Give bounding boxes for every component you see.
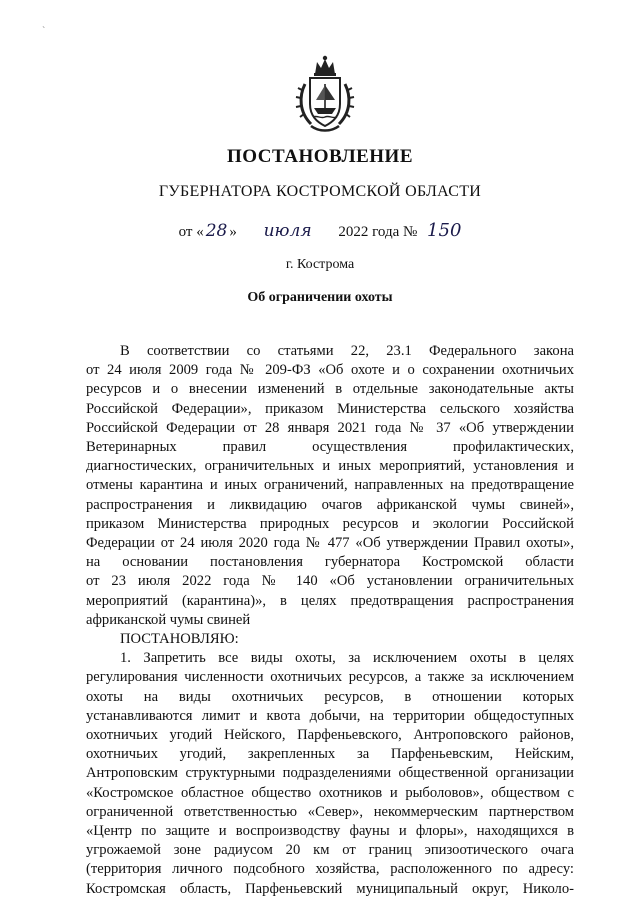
body-line: охотничьих угодий, закрепленных за Парфеньевским, Нейским,: [86, 746, 574, 763]
handwritten-month: июля: [263, 221, 312, 241]
body-line: диагностических, ограничительных и иных мероприятий, установления и: [86, 458, 574, 475]
body-line: мероприятий (карантина)», в целях предотвращения распространения: [86, 592, 574, 609]
body-line: В соответствии со статьями 22, 23.1 Федерального закона: [120, 343, 574, 359]
coat-of-arms-emblem: [293, 54, 357, 134]
body-line: 1. Запретить все виды охоты, за исключением охоты в целях: [120, 650, 574, 667]
body-line: устанавливаются лимит и квота добычи, на территории общедоступных: [86, 707, 574, 724]
body-line: Российской Федерации», приказом Министерства сельского хозяйства: [86, 400, 574, 417]
body-line: регулирования численности охотничьих ресурсов, а также за исключением: [86, 669, 574, 686]
body-line: «Костромское областное общество охотников и рыболовов», обществом с: [86, 784, 574, 801]
document-title: ПОСТАНОВЛЕНИЕ: [226, 146, 414, 167]
date-prefix: от «: [178, 224, 204, 240]
resolve-keyword: ПОСТАНОВЛЯЮ:: [120, 631, 239, 648]
body-line: Костромская область, Парфеньевский муниципальный округ, Николо-: [86, 880, 574, 897]
body-line: ресурсов и о внесении изменений в отдельные законодательные акты: [86, 381, 574, 398]
body-line: от 23 июля 2022 года № 140 «Об установлении ограничительных: [86, 573, 574, 590]
document-heading: Об ограничении охоты: [247, 290, 393, 305]
body-line: на основании постановления губернатора Костромской области: [86, 554, 574, 571]
body-line: Антроповским структурными подразделениями общественной организации: [86, 765, 574, 782]
body-line: распространения и ликвидацию очагов африканской чумы свиней»,: [86, 496, 574, 513]
body-line: (территория личного подсобного хозяйства, расположенного по адресу:: [86, 861, 574, 878]
body-line: ограниченной ответственностью «Север», некоммерческим партнерством: [86, 803, 574, 820]
body-line: от 24 июля 2009 года № 209-ФЗ «Об охоте и о сохранении охотничьих: [86, 362, 574, 379]
body-line: отмены карантина и иных ограничений, направленных на предотвращение: [86, 477, 574, 494]
body-line: Ветеринарных правил осуществления профилактических,: [86, 439, 574, 456]
body-line: угрожаемой зоне радиусом 20 км от границ эпизоотического очага: [86, 842, 574, 859]
date-mid: »: [229, 224, 237, 240]
city-line: г. Кострома: [285, 257, 355, 272]
document-date-line: [0, 220, 640, 242]
body-line: охоты на виды охотничьих ресурсов, в отношении которых: [86, 688, 574, 705]
body-line: «Центр по защите и воспроизводству фауны и флоры», находящихся в: [86, 823, 574, 840]
handwritten-day: 28: [205, 221, 228, 241]
document-body: [86, 342, 574, 899]
body-line: Российской Федерации от 28 января 2021 года № 37 «Об утверждении: [86, 419, 574, 436]
corner-mark: `: [42, 26, 46, 37]
handwritten-document-number: 150: [427, 220, 462, 241]
body-line: приказом Министерства природных ресурсов и экологии Российской: [86, 515, 574, 532]
date-year: 2022 года №: [338, 224, 418, 240]
document-issuer: ГУБЕРНАТОРА КОСТРОМСКОЙ ОБЛАСТИ: [158, 183, 482, 200]
body-line: Федерации от 24 июля 2020 года № 477 «Об утверждении Правил охоты»,: [86, 535, 574, 552]
body-line: африканской чумы свиней: [86, 611, 251, 628]
body-line: охотничьих угодий Нейского, Парфеньевского, Антроповского районов,: [86, 727, 574, 744]
